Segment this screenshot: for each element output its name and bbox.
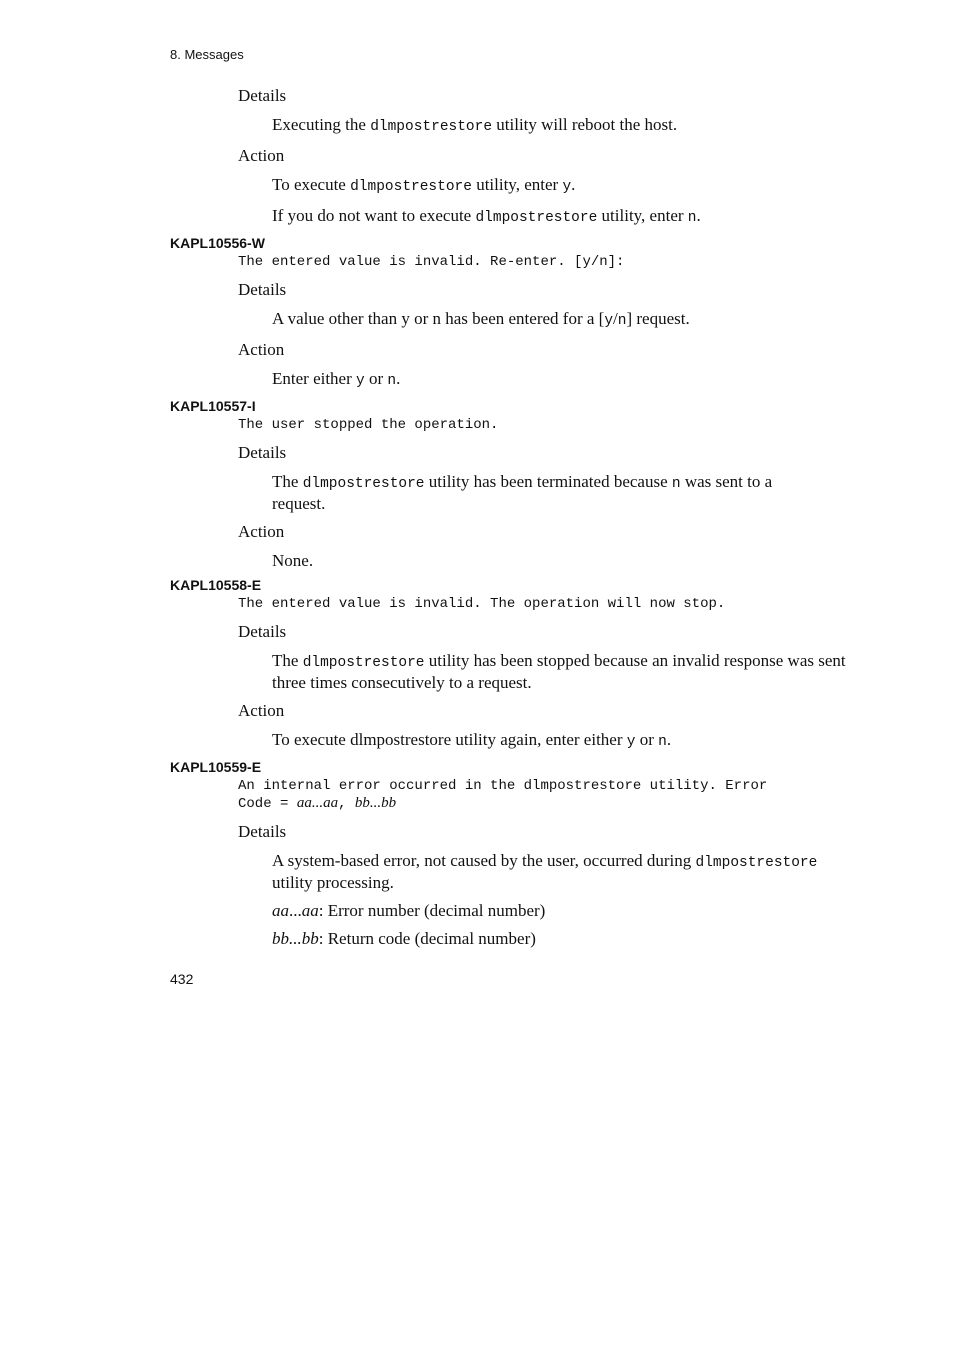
message-id: KAPL10557-I	[170, 398, 256, 414]
details-heading: Details	[238, 86, 287, 105]
details-text: Executing the dlmpostrestore utility will reboot the host.	[272, 115, 678, 135]
message-text: The user stopped the operation.	[238, 417, 499, 433]
message-text: An internal error occurred in the dlmpostrestore utility. Error Code = aa...aa, bb...bb	[238, 778, 768, 812]
details-text: aa...aa: Error number (decimal number)	[272, 901, 546, 920]
action-text: To execute dlmpostrestore utility again, enter either y or n.	[272, 730, 672, 750]
running-header: 8. Messages	[170, 47, 244, 62]
action-heading: Action	[238, 146, 285, 165]
message-id: KAPL10558-E	[170, 577, 262, 593]
action-heading: Action	[238, 340, 285, 359]
details-heading: Details	[238, 822, 287, 841]
message-id: KAPL10556-W	[170, 235, 265, 251]
details-text: The dlmpostrestore utility has been stopped because an invalid response was sent three times consecutively to a request.	[272, 651, 846, 692]
page-content	[170, 86, 850, 957]
message-id: KAPL10559-E	[170, 759, 262, 775]
page-number: 432	[170, 971, 194, 987]
details-text: A value other than y or n has been entered for a [y/n] request.	[272, 309, 690, 329]
message-text: The entered value is invalid. The operation will now stop.	[238, 596, 726, 612]
action-text: None.	[272, 551, 314, 570]
message-text: The entered value is invalid. Re-enter. [y/n]:	[238, 254, 625, 270]
details-heading: Details	[238, 622, 287, 641]
details-text: The dlmpostrestore utility has been terminated because n was sent to a request.	[272, 472, 773, 513]
action-text: To execute dlmpostrestore utility, enter y.	[272, 175, 576, 195]
action-text: Enter either y or n.	[272, 369, 401, 389]
details-heading: Details	[238, 443, 287, 462]
action-heading: Action	[238, 701, 285, 720]
details-text: bb...bb: Return code (decimal number)	[272, 929, 536, 948]
details-heading: Details	[238, 280, 287, 299]
details-text: A system-based error, not caused by the user, occurred during dlmpostrestore utility processing.	[272, 851, 818, 892]
action-heading: Action	[238, 522, 285, 541]
action-text: If you do not want to execute dlmpostrestore utility, enter n.	[272, 206, 701, 226]
